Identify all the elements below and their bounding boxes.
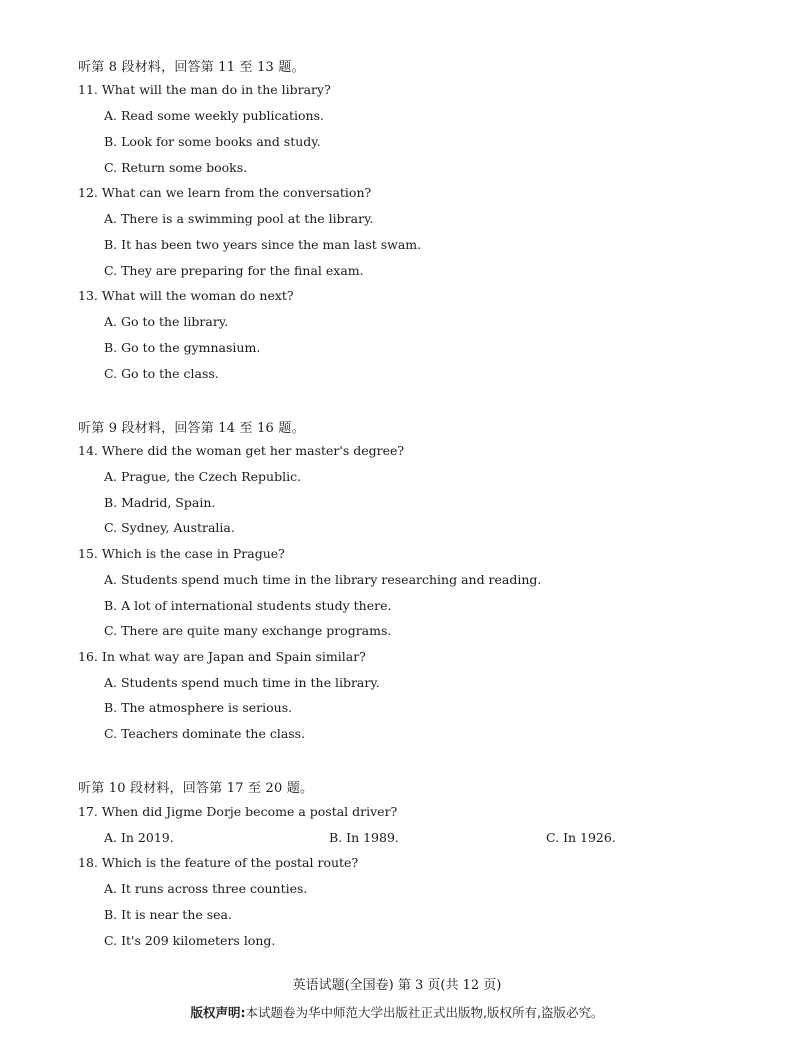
question-16 xyxy=(78,649,366,664)
option-c: C. There are quite many exchange programs. xyxy=(104,623,392,638)
question-15 xyxy=(78,546,285,561)
option-b: B. The atmosphere is serious. xyxy=(104,700,293,715)
question-text: Which is the case in Prague? xyxy=(101,546,285,561)
question-18 xyxy=(78,855,358,870)
option-c: C. They are preparing for the final exam. xyxy=(104,263,364,278)
question-number: 12. xyxy=(78,185,98,200)
question-text: Which is the feature of the postal route? xyxy=(101,855,359,870)
option-b: B. It has been two years since the man last swam. xyxy=(104,237,422,252)
section-heading: 听第 9 段材料，回答第 14 至 16 题。 xyxy=(78,421,305,436)
question-number: 17. xyxy=(78,804,98,819)
question-13 xyxy=(78,288,294,303)
option-a: A. Students spend much time in the library researching and reading. xyxy=(104,572,542,587)
option-c: C. Go to the class. xyxy=(104,366,219,381)
option-a: A. It runs across three counties. xyxy=(104,881,308,896)
copyright-notice xyxy=(0,1003,794,1021)
question-number: 15. xyxy=(78,546,98,561)
copyright-text: 本试题卷为华中师范大学出版社正式出版物,版权所有,盗版必究。 xyxy=(245,1005,604,1020)
question-14 xyxy=(78,443,404,458)
question-number: 11. xyxy=(78,82,98,97)
copyright-label: 版权声明: xyxy=(190,1005,246,1020)
option-b: B. Madrid, Spain. xyxy=(104,495,216,510)
option-b: B. It is near the sea. xyxy=(104,907,232,922)
section-heading: 听第 8 段材料，回答第 11 至 13 题。 xyxy=(78,60,305,75)
option-c: C. It's 209 kilometers long. xyxy=(104,933,276,948)
question-text: Where did the woman get her master's degree? xyxy=(101,443,405,458)
option-a: A. Students spend much time in the library. xyxy=(104,675,380,690)
question-number: 16. xyxy=(78,649,98,664)
question-11 xyxy=(78,82,331,97)
option-b: B. In 1989. xyxy=(329,830,399,845)
question-text: In what way are Japan and Spain similar? xyxy=(101,649,366,664)
question-number: 13. xyxy=(78,288,98,303)
section-heading: 听第 10 段材料，回答第 17 至 20 题。 xyxy=(78,781,314,796)
option-c: C. Return some books. xyxy=(104,160,248,175)
option-b: B. Go to the gymnasium. xyxy=(104,340,261,355)
question-number: 14. xyxy=(78,443,98,458)
option-a: A. Prague, the Czech Republic. xyxy=(104,469,302,484)
option-a: A. There is a swimming pool at the library. xyxy=(104,211,374,226)
option-b: B. Look for some books and study. xyxy=(104,134,321,149)
option-c: C. In 1926. xyxy=(546,830,616,845)
option-a: A. In 2019. xyxy=(104,830,174,845)
question-12 xyxy=(78,185,371,200)
question-17 xyxy=(78,804,397,819)
question-text: What will the woman do next? xyxy=(101,288,294,303)
option-a: A. Read some weekly publications. xyxy=(104,108,324,123)
question-text: What will the man do in the library? xyxy=(101,82,331,97)
question-text: What can we learn from the conversation? xyxy=(101,185,372,200)
option-c: C. Sydney, Australia. xyxy=(104,520,235,535)
question-number: 18. xyxy=(78,855,98,870)
question-text: When did Jigme Dorje become a postal driver? xyxy=(101,804,398,819)
page-footer: 英语试题(全国卷) 第 3 页(共 12 页) xyxy=(292,978,502,993)
option-c: C. Teachers dominate the class. xyxy=(104,726,306,741)
option-a: A. Go to the library. xyxy=(104,314,229,329)
option-b: B. A lot of international students study there. xyxy=(104,598,392,613)
